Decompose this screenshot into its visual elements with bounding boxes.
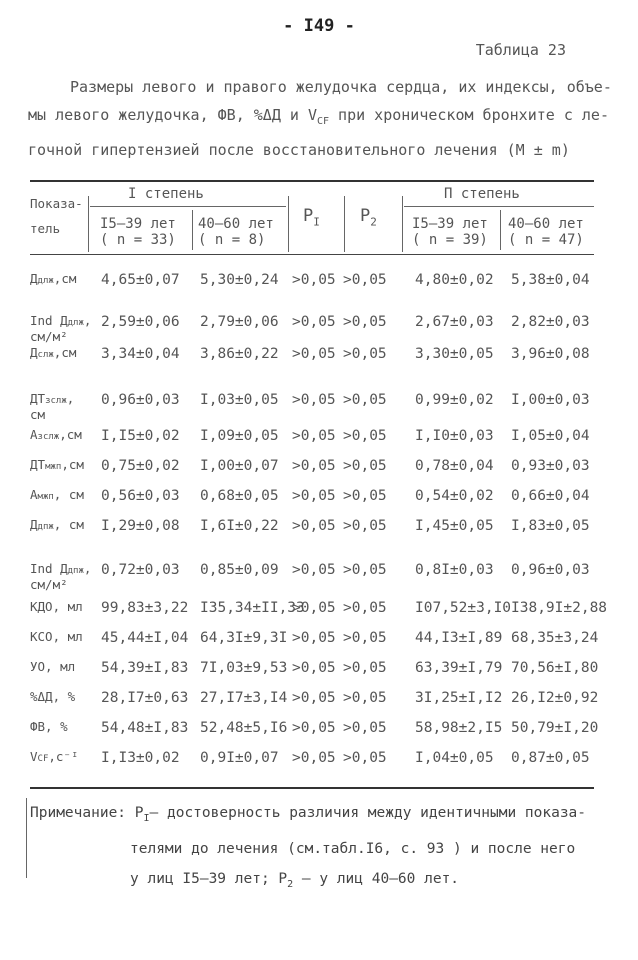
- row-label-text: Д: [30, 345, 38, 360]
- table-cell: 0,93±0,03: [511, 458, 590, 474]
- row-label-sub: зслж: [37, 432, 60, 442]
- table-top-rule: [30, 180, 594, 182]
- table-cell: 7I,03±9,53: [200, 660, 288, 676]
- table-cell: >0,05: [292, 660, 336, 676]
- header-g2-col1-line2: ( n = 39): [412, 232, 488, 248]
- row-label-text: Д: [30, 517, 38, 532]
- table-cell: >0,05: [292, 314, 336, 330]
- table-cell: 54,39±I,83: [101, 660, 189, 676]
- table-cell: >0,05: [292, 392, 336, 408]
- page-number: - I49 -: [283, 16, 355, 36]
- table-cell: >0,05: [343, 346, 387, 362]
- table-cell: >0,05: [292, 272, 336, 288]
- row-label-text: КСО, мл: [30, 629, 83, 644]
- table-cell: >0,05: [292, 750, 336, 766]
- row-label-suffix: ,см: [53, 271, 77, 286]
- note-line-3-sub: 2: [287, 878, 294, 890]
- header-g2-col2-line1: 40–60 лет: [508, 216, 584, 232]
- table-cell: I38,9I±2,88: [511, 600, 608, 616]
- row-label-text: А: [30, 427, 38, 442]
- row-label: [30, 660, 75, 673]
- table-row: [30, 630, 620, 652]
- table-cell: 0,96±0,03: [511, 562, 590, 578]
- row-label-sub: длж: [67, 318, 84, 328]
- table-cell: 52,48±5,I6: [200, 720, 288, 736]
- row-label-sub: зслж: [45, 396, 67, 406]
- table-cell: I,09±0,05: [200, 428, 279, 444]
- table-cell: 28,I7±0,63: [101, 690, 189, 706]
- header-indicator-line2: тель: [30, 221, 61, 236]
- row-label: [30, 346, 76, 362]
- table-cell: I,04±0,05: [415, 750, 494, 766]
- header-divider: [288, 196, 289, 252]
- row-label-suffix: ,: [66, 391, 75, 406]
- row-label-sub: слж: [37, 350, 54, 360]
- header-p1: [303, 208, 320, 230]
- table-cell: 63,39±I,79: [415, 660, 503, 676]
- table-cell: I,6I±0,22: [200, 518, 279, 534]
- table-cell: >0,05: [343, 272, 387, 288]
- table-cell: >0,05: [343, 750, 387, 766]
- row-label: [30, 392, 74, 421]
- header-indicator: [30, 196, 83, 237]
- title-line-2-text: мы левого желудочка, ФВ, %ΔД и V: [28, 106, 317, 124]
- table-cell: 58,98±2,I5: [415, 720, 503, 736]
- table-row: [30, 313, 620, 344]
- header-g2-col2-line2: ( n = 47): [508, 232, 584, 248]
- row-label: [30, 488, 84, 504]
- header-g2-col1: [412, 216, 488, 248]
- table-cell: >0,05: [292, 518, 336, 534]
- table-cell: 0,56±0,03: [101, 488, 180, 504]
- table-row: [30, 272, 620, 294]
- row-label-unit: см/м²: [30, 329, 68, 344]
- table-label: Таблица 23: [475, 41, 566, 59]
- row-label-sub: мжп: [37, 492, 54, 502]
- table-cell: >0,05: [343, 488, 387, 504]
- row-label: [30, 458, 84, 474]
- table-cell: >0,05: [343, 428, 387, 444]
- table-cell: 4,80±0,02: [415, 272, 494, 288]
- table-cell: >0,05: [343, 630, 387, 646]
- note-line-3-tail: – у лиц 40–60 лет.: [293, 870, 460, 887]
- table-cell: 0,75±0,02: [101, 458, 180, 474]
- row-label-suffix: ,см: [61, 457, 84, 472]
- header-group-1: I степень: [128, 186, 204, 202]
- row-label-suffix: ,c⁻ᴵ: [48, 749, 79, 764]
- header-divider: [192, 210, 193, 250]
- table-cell: I,I0±0,03: [415, 428, 494, 444]
- table-cell: 3,86±0,22: [200, 346, 279, 362]
- table-row: [30, 346, 620, 368]
- table-cell: >0,05: [292, 630, 336, 646]
- table-row: [30, 660, 620, 682]
- header-p2-sub: 2: [370, 215, 377, 229]
- header-g1-col2-line2: ( n = 8): [198, 232, 266, 248]
- table-cell: 3I,25±I,I2: [415, 690, 503, 706]
- row-label-text: КДО, мл: [30, 599, 83, 614]
- table-cell: 0,68±0,05: [200, 488, 279, 504]
- table-cell: I35,34±II,33: [200, 600, 305, 616]
- row-label-sub: мжп: [45, 462, 62, 472]
- row-label: [30, 750, 78, 766]
- row-label: [30, 690, 75, 703]
- table-cell: 27,I7±3,I4: [200, 690, 288, 706]
- note-line-1-text: Примечание: P: [30, 805, 144, 821]
- table-title: [28, 73, 618, 164]
- table-note: [30, 798, 620, 900]
- table-row: [30, 488, 620, 510]
- header-p1-text: P: [303, 206, 314, 226]
- table-cell: 68,35±3,24: [511, 630, 599, 646]
- table-row: [30, 720, 620, 742]
- table-row: [30, 750, 620, 772]
- table-cell: 0,8I±0,03: [415, 562, 494, 578]
- row-label-suffix: , см: [53, 517, 84, 532]
- header-g2-col1-line1: I5–39 лет: [412, 216, 488, 232]
- header-group-2-rule: [404, 206, 594, 207]
- title-line-1: Размеры левого и правого желудочка сердца, их индексы, объе-: [70, 78, 612, 96]
- header-g1-col1-line1: I5–39 лет: [100, 216, 176, 232]
- row-label-sub: дпж: [67, 566, 84, 576]
- header-p2: [360, 208, 377, 230]
- note-line-1-tail: – достоверность различия между идентичными показа-: [149, 805, 587, 821]
- header-g1-col1-line2: ( n = 33): [100, 232, 176, 248]
- table-cell: 64,3I±9,3I: [200, 630, 288, 646]
- table-cell: >0,05: [292, 690, 336, 706]
- row-label-suffix: ,см: [53, 345, 77, 360]
- table-cell: I,45±0,05: [415, 518, 494, 534]
- table-cell: 0,72±0,03: [101, 562, 180, 578]
- table-cell: >0,05: [343, 458, 387, 474]
- table-cell: 4,65±0,07: [101, 272, 180, 288]
- row-label-text: А: [30, 487, 38, 502]
- table-cell: 0,87±0,05: [511, 750, 590, 766]
- table-cell: 2,67±0,03: [415, 314, 494, 330]
- table-cell: >0,05: [292, 720, 336, 736]
- table-cell: I,83±0,05: [511, 518, 590, 534]
- header-divider: [402, 196, 403, 252]
- table-cell: >0,05: [343, 720, 387, 736]
- table-cell: >0,05: [292, 346, 336, 362]
- table-cell: >0,05: [343, 660, 387, 676]
- table-cell: >0,05: [292, 428, 336, 444]
- row-label: [30, 314, 91, 343]
- table-cell: I,00±0,07: [200, 458, 279, 474]
- table-row: [30, 600, 620, 622]
- table-cell: 44,I3±I,89: [415, 630, 503, 646]
- row-label-text: Ind Д: [30, 313, 68, 328]
- header-divider: [88, 196, 89, 252]
- table-row: [30, 561, 620, 592]
- row-label: [30, 428, 82, 444]
- header-divider: [344, 196, 345, 252]
- table-cell: >0,05: [292, 488, 336, 504]
- table-cell: I,I5±0,02: [101, 428, 180, 444]
- table-cell: 0,9I±0,07: [200, 750, 279, 766]
- table-bottom-rule: [30, 787, 594, 789]
- row-label: [30, 272, 76, 288]
- header-g2-col2: [508, 216, 584, 248]
- header-p1-sub: I: [313, 215, 320, 229]
- table-cell: >0,05: [292, 458, 336, 474]
- table-cell: 0,99±0,02: [415, 392, 494, 408]
- row-label-unit: см/м²: [30, 577, 68, 592]
- table-cell: 3,96±0,08: [511, 346, 590, 362]
- row-label: [30, 630, 83, 643]
- table-cell: I,I3±0,02: [101, 750, 180, 766]
- title-line-2-sub: CF: [316, 116, 330, 127]
- row-label-sub: дпж: [37, 522, 54, 532]
- table-row: [30, 391, 620, 422]
- table-cell: 0,78±0,04: [415, 458, 494, 474]
- header-p2-text: P: [360, 206, 371, 226]
- table-cell: 5,30±0,24: [200, 272, 279, 288]
- table-cell: 0,54±0,02: [415, 488, 494, 504]
- row-label-text: ДТ: [30, 457, 46, 472]
- row-label-text: ДТ: [30, 391, 46, 406]
- table-cell: >0,05: [343, 518, 387, 534]
- row-label-suffix: ,: [83, 313, 92, 328]
- table-cell: >0,05: [292, 600, 336, 616]
- row-label: [30, 600, 83, 613]
- table-cell: 2,79±0,06: [200, 314, 279, 330]
- table-cell: >0,05: [343, 562, 387, 578]
- note-line-1: [30, 798, 620, 834]
- table-cell: 5,38±0,04: [511, 272, 590, 288]
- row-label-sub: длж: [37, 276, 54, 286]
- header-indicator-line1: Показа-: [30, 196, 83, 211]
- row-label-text: Д: [30, 271, 38, 286]
- table-cell: 50,79±I,20: [511, 720, 599, 736]
- table-cell: 0,66±0,04: [511, 488, 590, 504]
- table-header-rule: [30, 254, 594, 255]
- row-label-text: УО, мл: [30, 659, 76, 674]
- table-cell: I,05±0,04: [511, 428, 590, 444]
- table-cell: I07,52±3,I0: [415, 600, 512, 616]
- table-cell: 99,83±3,22: [101, 600, 189, 616]
- table-cell: 45,44±I,04: [101, 630, 189, 646]
- table-cell: 0,96±0,03: [101, 392, 180, 408]
- table-cell: 2,59±0,06: [101, 314, 180, 330]
- row-label-text: Ind Д: [30, 561, 68, 576]
- header-divider: [500, 210, 501, 250]
- note-line-3: [30, 864, 620, 900]
- row-label-text: V: [30, 749, 38, 764]
- table-cell: >0,05: [343, 690, 387, 706]
- title-line-2: [28, 101, 618, 136]
- row-label-text: ФВ, %: [30, 719, 68, 734]
- note-line-1-sub: I: [143, 812, 150, 824]
- row-label-suffix: ,: [83, 561, 92, 576]
- table-cell: 70,56±I,80: [511, 660, 599, 676]
- row-label-text: %ΔД, %: [30, 689, 76, 704]
- note-margin-bar: [26, 798, 27, 878]
- table-cell: I,00±0,03: [511, 392, 590, 408]
- header-group-2: П степень: [444, 186, 520, 202]
- table-row: [30, 458, 620, 480]
- table-cell: >0,05: [292, 562, 336, 578]
- table-cell: 2,82±0,03: [511, 314, 590, 330]
- table-row: [30, 690, 620, 712]
- row-label-sub: CF: [37, 754, 49, 764]
- header-group-1-rule: [90, 206, 286, 207]
- row-label: [30, 518, 84, 534]
- table-cell: 3,30±0,05: [415, 346, 494, 362]
- note-line-3-text: у лиц I5–39 лет; P: [130, 870, 288, 887]
- table-row: [30, 428, 620, 450]
- note-line-2: телями до лечения (см.табл.I6, с. 93 ) и после него: [130, 840, 576, 857]
- table-row: [30, 518, 620, 540]
- table-cell: >0,05: [343, 600, 387, 616]
- table-cell: 54,48±I,83: [101, 720, 189, 736]
- title-line-3: гочной гипертензией после восстановительного лечения (M ± m): [28, 141, 570, 159]
- row-label: [30, 562, 91, 591]
- table-cell: 26,I2±0,92: [511, 690, 599, 706]
- row-label: [30, 720, 68, 733]
- header-g1-col2-line1: 40–60 лет: [198, 216, 274, 232]
- row-label-unit: см: [30, 407, 46, 422]
- header-g1-col2: [198, 216, 274, 248]
- row-label-suffix: , см: [53, 487, 84, 502]
- table-cell: I,29±0,08: [101, 518, 180, 534]
- table-cell: I,03±0,05: [200, 392, 279, 408]
- row-label-suffix: ,см: [59, 427, 82, 442]
- table-cell: >0,05: [343, 392, 387, 408]
- title-line-2-tail: при хроническом бронхите с ле-: [329, 106, 609, 124]
- table-cell: 0,85±0,09: [200, 562, 279, 578]
- table-cell: >0,05: [343, 314, 387, 330]
- header-g1-col1: [100, 216, 176, 248]
- table-cell: 3,34±0,04: [101, 346, 180, 362]
